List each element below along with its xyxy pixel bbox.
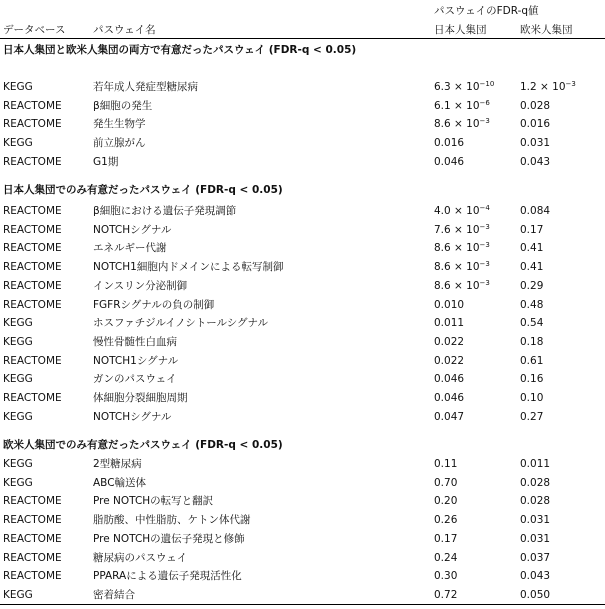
western-fdr-cell <box>520 513 550 527</box>
japanese-fdr-cell-mantissa: 0.30 <box>434 570 458 582</box>
pathway-cell: NOTCH1細胞内ドメインによる転写制御 <box>93 261 284 273</box>
pathway-cell: β細胞における遺伝子発現調節 <box>93 205 237 217</box>
pathway-cell: FGFRシグナルの負の制御 <box>93 299 215 311</box>
table-row <box>0 298 605 312</box>
database-cell: REACTOME <box>3 514 62 526</box>
database-cell: REACTOME <box>3 156 62 168</box>
database-cell: REACTOME <box>3 552 62 564</box>
table-row <box>0 457 605 471</box>
pathway-cell: Pre NOTCHの遺伝子発現と修飾 <box>93 533 245 545</box>
pathway-cell: 2型糖尿病 <box>93 458 142 470</box>
table-row <box>0 494 605 508</box>
pathway-cell: Pre NOTCHの転写と翻訳 <box>93 495 214 507</box>
pathway-cell: ABC輸送体 <box>93 477 147 489</box>
table-row <box>0 223 605 237</box>
western-fdr-cell-mantissa: 0.41 <box>520 261 544 273</box>
western-fdr-cell-mantissa: 0.028 <box>520 100 551 112</box>
database-cell: REACTOME <box>3 118 62 130</box>
database-cell: REACTOME <box>3 224 62 236</box>
header-pathway: パスウェイ名 <box>93 24 156 36</box>
japanese-fdr-cell <box>434 223 490 237</box>
western-fdr-cell-mantissa: 0.028 <box>520 477 551 489</box>
japanese-fdr-cell <box>434 551 457 565</box>
pathway-cell: NOTCHシグナル <box>93 411 172 423</box>
japanese-fdr-cell-mantissa: 8.6 × 10 <box>434 242 480 254</box>
western-fdr-cell <box>520 80 576 94</box>
pathway-cell: 前立腺がん <box>93 137 146 149</box>
japanese-fdr-cell <box>434 391 464 405</box>
section-title: 欧米人集団でのみ有意だったパスウェイ (FDR-q < 0.05) <box>3 439 283 451</box>
database-cell: REACTOME <box>3 570 62 582</box>
table-row <box>0 260 605 274</box>
western-fdr-cell-mantissa: 0.16 <box>520 373 544 385</box>
western-fdr-cell <box>520 260 543 274</box>
japanese-fdr-cell <box>434 410 464 424</box>
table-row <box>0 476 605 490</box>
western-fdr-cell <box>520 354 543 368</box>
western-fdr-cell-mantissa: 1.2 × 10 <box>520 81 566 93</box>
table-row <box>0 410 605 424</box>
pathway-cell: G1期 <box>93 156 119 168</box>
japanese-fdr-cell-mantissa: 7.6 × 10 <box>434 224 480 236</box>
japanese-fdr-cell-mantissa: 6.1 × 10 <box>434 100 480 112</box>
pathway-cell: 体細胞分裂細胞周期 <box>93 392 188 404</box>
database-cell: REACTOME <box>3 533 62 545</box>
japanese-fdr-cell <box>434 241 490 255</box>
western-fdr-cell <box>520 532 550 546</box>
western-fdr-cell <box>520 155 550 169</box>
japanese-fdr-cell <box>434 476 457 490</box>
database-cell: KEGG <box>3 81 33 93</box>
western-fdr-cell <box>520 391 543 405</box>
table-row <box>0 588 605 602</box>
western-fdr-cell-mantissa: 0.031 <box>520 533 551 545</box>
pathway-cell: 若年成人発症型糖尿病 <box>93 81 198 93</box>
header-database: データベース <box>3 24 66 36</box>
database-cell: KEGG <box>3 477 33 489</box>
japanese-fdr-cell-mantissa: 0.24 <box>434 552 458 564</box>
japanese-fdr-cell-mantissa: 0.72 <box>434 589 458 601</box>
japanese-fdr-cell <box>434 569 457 583</box>
table-row <box>0 391 605 405</box>
western-fdr-cell-mantissa: 0.028 <box>520 495 551 507</box>
table-row <box>0 241 605 255</box>
western-fdr-cell-mantissa: 0.10 <box>520 392 544 404</box>
pathway-cell: ガンのパスウェイ <box>93 373 177 385</box>
table-row <box>0 532 605 546</box>
database-cell: REACTOME <box>3 495 62 507</box>
western-fdr-cell-mantissa: 0.48 <box>520 299 544 311</box>
japanese-fdr-cell-exponent: −3 <box>479 260 490 268</box>
western-fdr-cell-mantissa: 0.41 <box>520 242 544 254</box>
western-fdr-cell <box>520 551 550 565</box>
database-cell: REACTOME <box>3 205 62 217</box>
western-fdr-cell <box>520 223 543 237</box>
japanese-fdr-cell <box>434 335 464 349</box>
western-fdr-cell <box>520 279 543 293</box>
table-row <box>0 80 605 94</box>
database-cell: REACTOME <box>3 392 62 404</box>
japanese-fdr-cell-exponent: −3 <box>479 241 490 249</box>
japanese-fdr-cell <box>434 457 457 471</box>
japanese-fdr-cell-exponent: −6 <box>479 99 490 107</box>
header-fdr-group: パスウェイのFDR-q値 <box>434 5 539 17</box>
section-title: 日本人集団と欧米人集団の両方で有意だったパスウェイ (FDR-q < 0.05) <box>3 44 357 56</box>
japanese-fdr-cell-exponent: −3 <box>479 279 490 287</box>
japanese-fdr-cell-mantissa: 0.011 <box>434 317 465 329</box>
japanese-fdr-cell <box>434 298 464 312</box>
pathway-cell: エネルギー代謝 <box>93 242 167 254</box>
western-fdr-cell-exponent: −3 <box>565 80 576 88</box>
western-fdr-cell-mantissa: 0.043 <box>520 156 551 168</box>
japanese-fdr-cell-mantissa: 0.70 <box>434 477 458 489</box>
japanese-fdr-cell-exponent: −4 <box>479 204 490 212</box>
pathway-cell: NOTCH1シグナル <box>93 355 179 367</box>
japanese-fdr-cell <box>434 204 490 218</box>
western-fdr-cell-mantissa: 0.54 <box>520 317 544 329</box>
japanese-fdr-cell-mantissa: 0.010 <box>434 299 465 311</box>
western-fdr-cell-mantissa: 0.17 <box>520 224 544 236</box>
japanese-fdr-cell <box>434 372 464 386</box>
database-cell: KEGG <box>3 458 33 470</box>
western-fdr-cell <box>520 298 543 312</box>
western-fdr-cell <box>520 457 550 471</box>
western-fdr-cell <box>520 117 550 131</box>
database-cell: REACTOME <box>3 299 62 311</box>
database-cell: KEGG <box>3 336 33 348</box>
table-row <box>0 569 605 583</box>
western-fdr-cell <box>520 410 543 424</box>
western-fdr-cell <box>520 372 543 386</box>
japanese-fdr-cell <box>434 513 457 527</box>
western-fdr-cell-mantissa: 0.18 <box>520 336 544 348</box>
header-japanese: 日本人集団 <box>434 24 487 36</box>
japanese-fdr-cell <box>434 136 464 150</box>
database-cell: KEGG <box>3 317 33 329</box>
japanese-fdr-cell-exponent: −10 <box>479 80 495 88</box>
database-cell: KEGG <box>3 589 33 601</box>
table-row <box>0 513 605 527</box>
table-row <box>0 204 605 218</box>
japanese-fdr-cell-mantissa: 8.6 × 10 <box>434 118 480 130</box>
pathway-cell: PPARAによる遺伝子発現活性化 <box>93 570 242 582</box>
western-fdr-cell <box>520 99 550 113</box>
japanese-fdr-cell <box>434 316 464 330</box>
western-fdr-cell-mantissa: 0.016 <box>520 118 551 130</box>
header-western: 欧米人集団 <box>520 24 573 36</box>
western-fdr-cell-mantissa: 0.037 <box>520 552 551 564</box>
section-title: 日本人集団でのみ有意だったパスウェイ (FDR-q < 0.05) <box>3 184 283 196</box>
japanese-fdr-cell <box>434 260 490 274</box>
western-fdr-cell-mantissa: 0.27 <box>520 411 544 423</box>
japanese-fdr-cell <box>434 80 494 94</box>
database-cell: REACTOME <box>3 355 62 367</box>
table-row <box>0 372 605 386</box>
western-fdr-cell <box>520 335 543 349</box>
database-cell: KEGG <box>3 373 33 385</box>
table-row <box>0 354 605 368</box>
japanese-fdr-cell-mantissa: 0.016 <box>434 137 465 149</box>
database-cell: REACTOME <box>3 100 62 112</box>
table-row <box>0 551 605 565</box>
database-cell: KEGG <box>3 411 33 423</box>
western-fdr-cell-mantissa: 0.050 <box>520 589 551 601</box>
japanese-fdr-cell-mantissa: 0.022 <box>434 355 465 367</box>
pathway-cell: ホスファチジルイノシトールシグナル <box>93 317 269 329</box>
database-cell: REACTOME <box>3 261 62 273</box>
japanese-fdr-cell <box>434 155 464 169</box>
table-row <box>0 279 605 293</box>
western-fdr-cell-mantissa: 0.031 <box>520 137 551 149</box>
western-fdr-cell-mantissa: 0.29 <box>520 280 544 292</box>
japanese-fdr-cell <box>434 532 457 546</box>
japanese-fdr-cell-mantissa: 8.6 × 10 <box>434 280 480 292</box>
western-fdr-cell-mantissa: 0.011 <box>520 458 551 470</box>
western-fdr-cell-mantissa: 0.61 <box>520 355 544 367</box>
western-fdr-cell <box>520 494 550 508</box>
table-row <box>0 136 605 150</box>
western-fdr-cell <box>520 569 550 583</box>
western-fdr-cell <box>520 316 543 330</box>
japanese-fdr-cell-mantissa: 4.0 × 10 <box>434 205 480 217</box>
japanese-fdr-cell-mantissa: 6.3 × 10 <box>434 81 480 93</box>
pathway-cell: 脂肪酸、中性脂肪、ケトン体代謝 <box>93 514 251 526</box>
database-cell: REACTOME <box>3 242 62 254</box>
japanese-fdr-cell-exponent: −3 <box>479 223 490 231</box>
western-fdr-cell-mantissa: 0.043 <box>520 570 551 582</box>
japanese-fdr-cell-mantissa: 0.047 <box>434 411 465 423</box>
western-fdr-cell-mantissa: 0.084 <box>520 205 551 217</box>
japanese-fdr-cell-mantissa: 0.046 <box>434 156 465 168</box>
database-cell: KEGG <box>3 137 33 149</box>
japanese-fdr-cell <box>434 494 457 508</box>
pathway-cell: 糖尿病のパスウェイ <box>93 552 188 564</box>
japanese-fdr-cell-mantissa: 0.022 <box>434 336 465 348</box>
bottom-rule <box>0 604 605 605</box>
japanese-fdr-cell <box>434 279 490 293</box>
pathway-cell: NOTCHシグナル <box>93 224 172 236</box>
western-fdr-cell-mantissa: 0.031 <box>520 514 551 526</box>
table-row <box>0 335 605 349</box>
pathway-cell: 密着結合 <box>93 589 135 601</box>
table-row <box>0 316 605 330</box>
japanese-fdr-cell <box>434 117 490 131</box>
database-cell: REACTOME <box>3 280 62 292</box>
pathway-cell: 慢性骨髄性白血病 <box>93 336 177 348</box>
western-fdr-cell <box>520 476 550 490</box>
japanese-fdr-cell <box>434 99 490 113</box>
table-row <box>0 117 605 131</box>
western-fdr-cell <box>520 204 550 218</box>
japanese-fdr-cell-mantissa: 0.11 <box>434 458 458 470</box>
japanese-fdr-cell-mantissa: 0.046 <box>434 392 465 404</box>
pathway-cell: β細胞の発生 <box>93 100 153 112</box>
japanese-fdr-cell <box>434 588 457 602</box>
pathway-cell: インスリン分泌制御 <box>93 280 188 292</box>
japanese-fdr-cell-mantissa: 0.26 <box>434 514 458 526</box>
table-row <box>0 99 605 113</box>
western-fdr-cell <box>520 136 550 150</box>
western-fdr-cell <box>520 241 543 255</box>
japanese-fdr-cell-mantissa: 0.20 <box>434 495 458 507</box>
japanese-fdr-cell-mantissa: 0.046 <box>434 373 465 385</box>
western-fdr-cell <box>520 588 550 602</box>
japanese-fdr-cell-mantissa: 0.17 <box>434 533 458 545</box>
pathway-cell: 発生生物学 <box>93 118 146 130</box>
japanese-fdr-cell <box>434 354 464 368</box>
japanese-fdr-cell-exponent: −3 <box>479 117 490 125</box>
table-row <box>0 155 605 169</box>
japanese-fdr-cell-mantissa: 8.6 × 10 <box>434 261 480 273</box>
